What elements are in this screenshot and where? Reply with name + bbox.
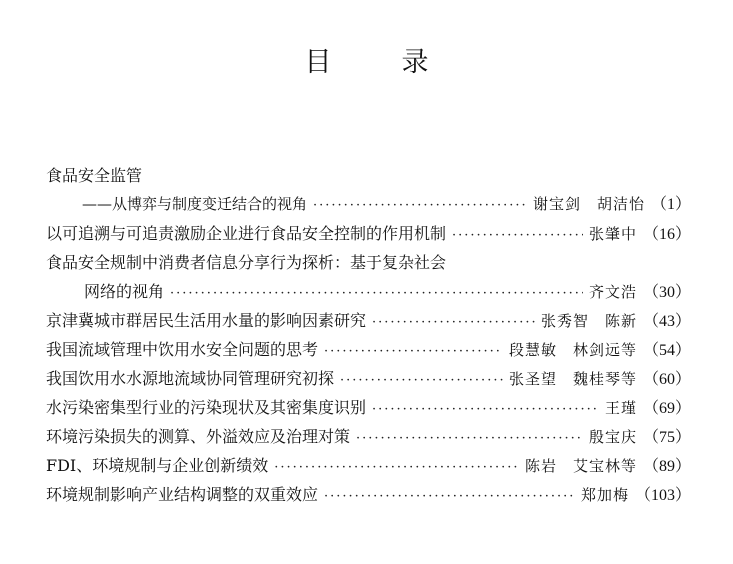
toc-entry-title: 以可追溯与可追责激励企业进行食品安全控制的作用机制	[46, 224, 447, 243]
toc-entry-line	[46, 480, 691, 509]
dot-leader	[324, 482, 575, 511]
toc-entry-line	[46, 364, 691, 393]
toc-entry[interactable]	[46, 364, 691, 393]
toc-entry-authors: 齐文浩	[588, 283, 637, 301]
toc-entry-authors: 郑加梅	[580, 486, 629, 504]
dot-leader	[452, 221, 583, 250]
toc-entry-title: 环境污染损失的测算、外溢效应及治理对策	[46, 427, 351, 446]
toc-entry-line	[46, 451, 691, 480]
toc-entry-line	[46, 422, 691, 451]
toc-entry-line	[46, 335, 691, 364]
toc-entry-authors: 段慧敏 林剑远等	[508, 341, 637, 359]
toc-entry-authors: 张秀智 陈新	[540, 312, 637, 330]
toc-entry-authors: 陈岩 艾宝林等	[524, 457, 637, 475]
toc-entry-page: （1）	[650, 196, 691, 213]
toc-entry-title-continued: 网络的视角	[84, 282, 165, 301]
toc-entry[interactable]	[46, 393, 691, 422]
toc-entry-page: （54）	[642, 342, 691, 359]
toc-entry[interactable]	[46, 480, 691, 509]
toc-entry-line	[46, 161, 691, 190]
toc-entry-title: 环境规制影响产业结构调整的双重效应	[46, 485, 319, 504]
dot-leader	[340, 366, 503, 395]
title-char-1: 目	[304, 47, 332, 78]
toc-entry[interactable]	[46, 248, 691, 306]
toc-entry-line	[46, 248, 691, 277]
toc-entry[interactable]	[46, 161, 691, 219]
dot-leader	[170, 279, 583, 308]
toc-entry-page: （60）	[642, 371, 691, 388]
toc-entry[interactable]	[46, 422, 691, 451]
toc-entry-page: （16）	[642, 226, 691, 243]
toc-entry-line	[46, 277, 691, 306]
toc-entry-page: （75）	[642, 429, 691, 446]
dot-leader	[372, 308, 535, 337]
toc-entry-title: 我国流域管理中饮用水安全问题的思考	[46, 340, 319, 359]
toc-entry[interactable]	[46, 335, 691, 364]
toc-entry[interactable]	[46, 306, 691, 335]
dot-leader	[356, 424, 583, 453]
toc-entry-title: FDI、环境规制与企业创新绩效	[46, 456, 269, 475]
toc-entry-page: （30）	[642, 284, 691, 301]
toc-entry-page: （103）	[634, 487, 691, 504]
toc-entry[interactable]	[46, 451, 691, 480]
toc-entry-authors: 张圣望 魏桂琴等	[508, 370, 637, 388]
toc-entry-line	[46, 219, 691, 248]
toc-entry-authors: 王瑾	[604, 399, 637, 417]
toc-entry-page: （69）	[642, 400, 691, 417]
toc-entry-title: 水污染密集型行业的污染现状及其密集度识别	[46, 398, 367, 417]
toc-entry-authors: 殷宝庆	[588, 428, 637, 446]
toc-entry[interactable]	[46, 219, 691, 248]
toc-entry-page: （43）	[642, 313, 691, 330]
page-title	[0, 40, 733, 79]
toc-entry-authors: 张肇中	[588, 225, 637, 243]
toc-entry-subtitle: ——从博弈与制度变迁结合的视角	[82, 195, 308, 213]
table-of-contents	[46, 161, 691, 509]
toc-entry-line	[46, 306, 691, 335]
toc-entry-title: 京津冀城市群居民生活用水量的影响因素研究	[46, 311, 367, 330]
toc-entry-page: （89）	[642, 458, 691, 475]
toc-entry-title: 食品安全规制中消费者信息分享行为探析：基于复杂社会	[46, 253, 447, 272]
toc-entry-authors: 谢宝剑 胡洁怡	[532, 195, 645, 213]
dot-leader	[324, 337, 503, 366]
toc-entry-line	[46, 190, 691, 219]
toc-entry-title: 食品安全监管	[46, 166, 143, 185]
dot-leader	[313, 191, 527, 220]
toc-entry-title: 我国饮用水水源地流域协同管理研究初探	[46, 369, 335, 388]
toc-entry-line	[46, 393, 691, 422]
dot-leader	[372, 395, 599, 424]
dot-leader	[274, 453, 519, 482]
title-char-2: 录	[401, 47, 429, 78]
